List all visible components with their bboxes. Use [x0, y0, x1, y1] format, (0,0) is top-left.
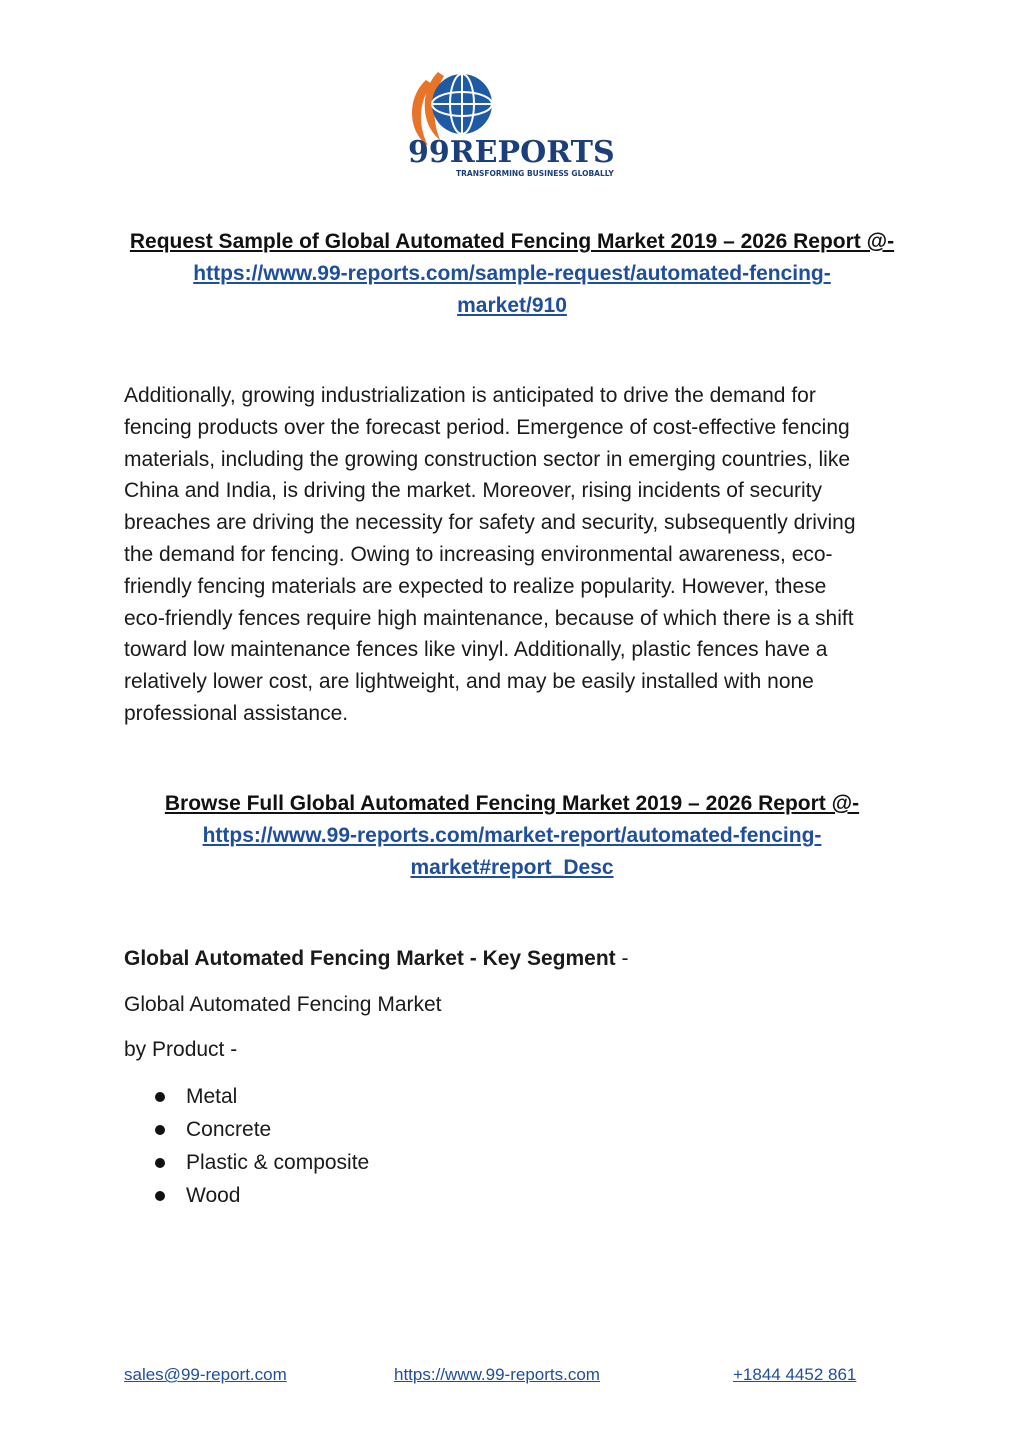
request-sample-heading: Request Sample of Global Automated Fencing Market 2019 – 2026 Report @- [129, 230, 895, 253]
paragraph-line: the demand for fencing. Owing to increasing environmental awareness, eco- [124, 542, 833, 566]
paragraph-line: eco-friendly fences require high maintenance, because of which there is a shift [124, 606, 854, 630]
key-segment-heading-bold: Global Automated Fencing Market - Key Segment [124, 947, 616, 970]
paragraph-line: breaches are driving the necessity for safety and security, subsequently driving [124, 511, 856, 535]
by-product-label: by Product - [124, 1038, 238, 1061]
bullet-icon [155, 1125, 165, 1135]
paragraph-line: fencing products over the forecast period. Emergence of cost-effective fencing [124, 415, 850, 439]
paragraph-line: China and India, is driving the market. Moreover, rising incidents of security [124, 479, 822, 503]
browse-full-link-line2[interactable]: market#report_Desc [410, 856, 614, 879]
list-item-label: Wood [186, 1184, 241, 1207]
browse-full-section [100, 788, 924, 884]
key-segment-heading-suffix: - [615, 947, 629, 970]
list-item [124, 1148, 369, 1181]
list-item-label: Concrete [186, 1118, 272, 1141]
key-segment-heading [124, 944, 628, 974]
bullet-icon [155, 1191, 165, 1201]
footer-website-link[interactable]: https://www.99-reports.com [394, 1365, 600, 1384]
paragraph-line: Additionally, growing industrialization is anticipated to drive the demand for [124, 384, 816, 407]
browse-full-link-line1[interactable]: https://www.99-reports.com/market-report/automated-fencing- [202, 824, 822, 847]
request-sample-section [100, 226, 924, 322]
bullet-icon [155, 1092, 165, 1102]
bullet-icon [155, 1158, 165, 1168]
logo-tagline: TRANSFORMING BUSINESS GLOBALLY [456, 169, 614, 178]
paragraph-line: professional assistance. [124, 701, 349, 725]
segment-subtitle: Global Automated Fencing Market [124, 993, 442, 1016]
request-sample-link-line2[interactable]: market/910 [457, 294, 567, 317]
paragraph-line: friendly fencing materials are expected to realize popularity. However, these [124, 574, 827, 598]
list-item-label: Metal [186, 1085, 238, 1108]
request-sample-link-line1[interactable]: https://www.99-reports.com/sample-request/automated-fencing- [193, 262, 831, 285]
list-item [124, 1115, 369, 1148]
paragraph-line: toward low maintenance fences like vinyl. Additionally, plastic fences have a [124, 638, 828, 662]
company-logo [404, 60, 624, 184]
product-list [124, 1082, 369, 1214]
logo-brand-text: 99REPORTS [408, 135, 615, 170]
paragraph-line: materials, including the growing construction sector in emerging countries, like [124, 447, 851, 471]
globe-logo-icon [404, 60, 624, 184]
footer-email-link[interactable]: sales@99-report.com [124, 1365, 287, 1384]
footer-phone-link[interactable]: +1844 4452 861 [733, 1365, 857, 1384]
browse-full-heading: Browse Full Global Automated Fencing Market 2019 – 2026 Report @- [164, 792, 860, 815]
list-item [124, 1082, 369, 1115]
list-item [124, 1181, 369, 1214]
list-item-label: Plastic & composite [186, 1151, 370, 1174]
paragraph-line: relatively lower cost, are lightweight, and may be easily installed with none [124, 670, 814, 694]
description-paragraph [124, 380, 904, 730]
